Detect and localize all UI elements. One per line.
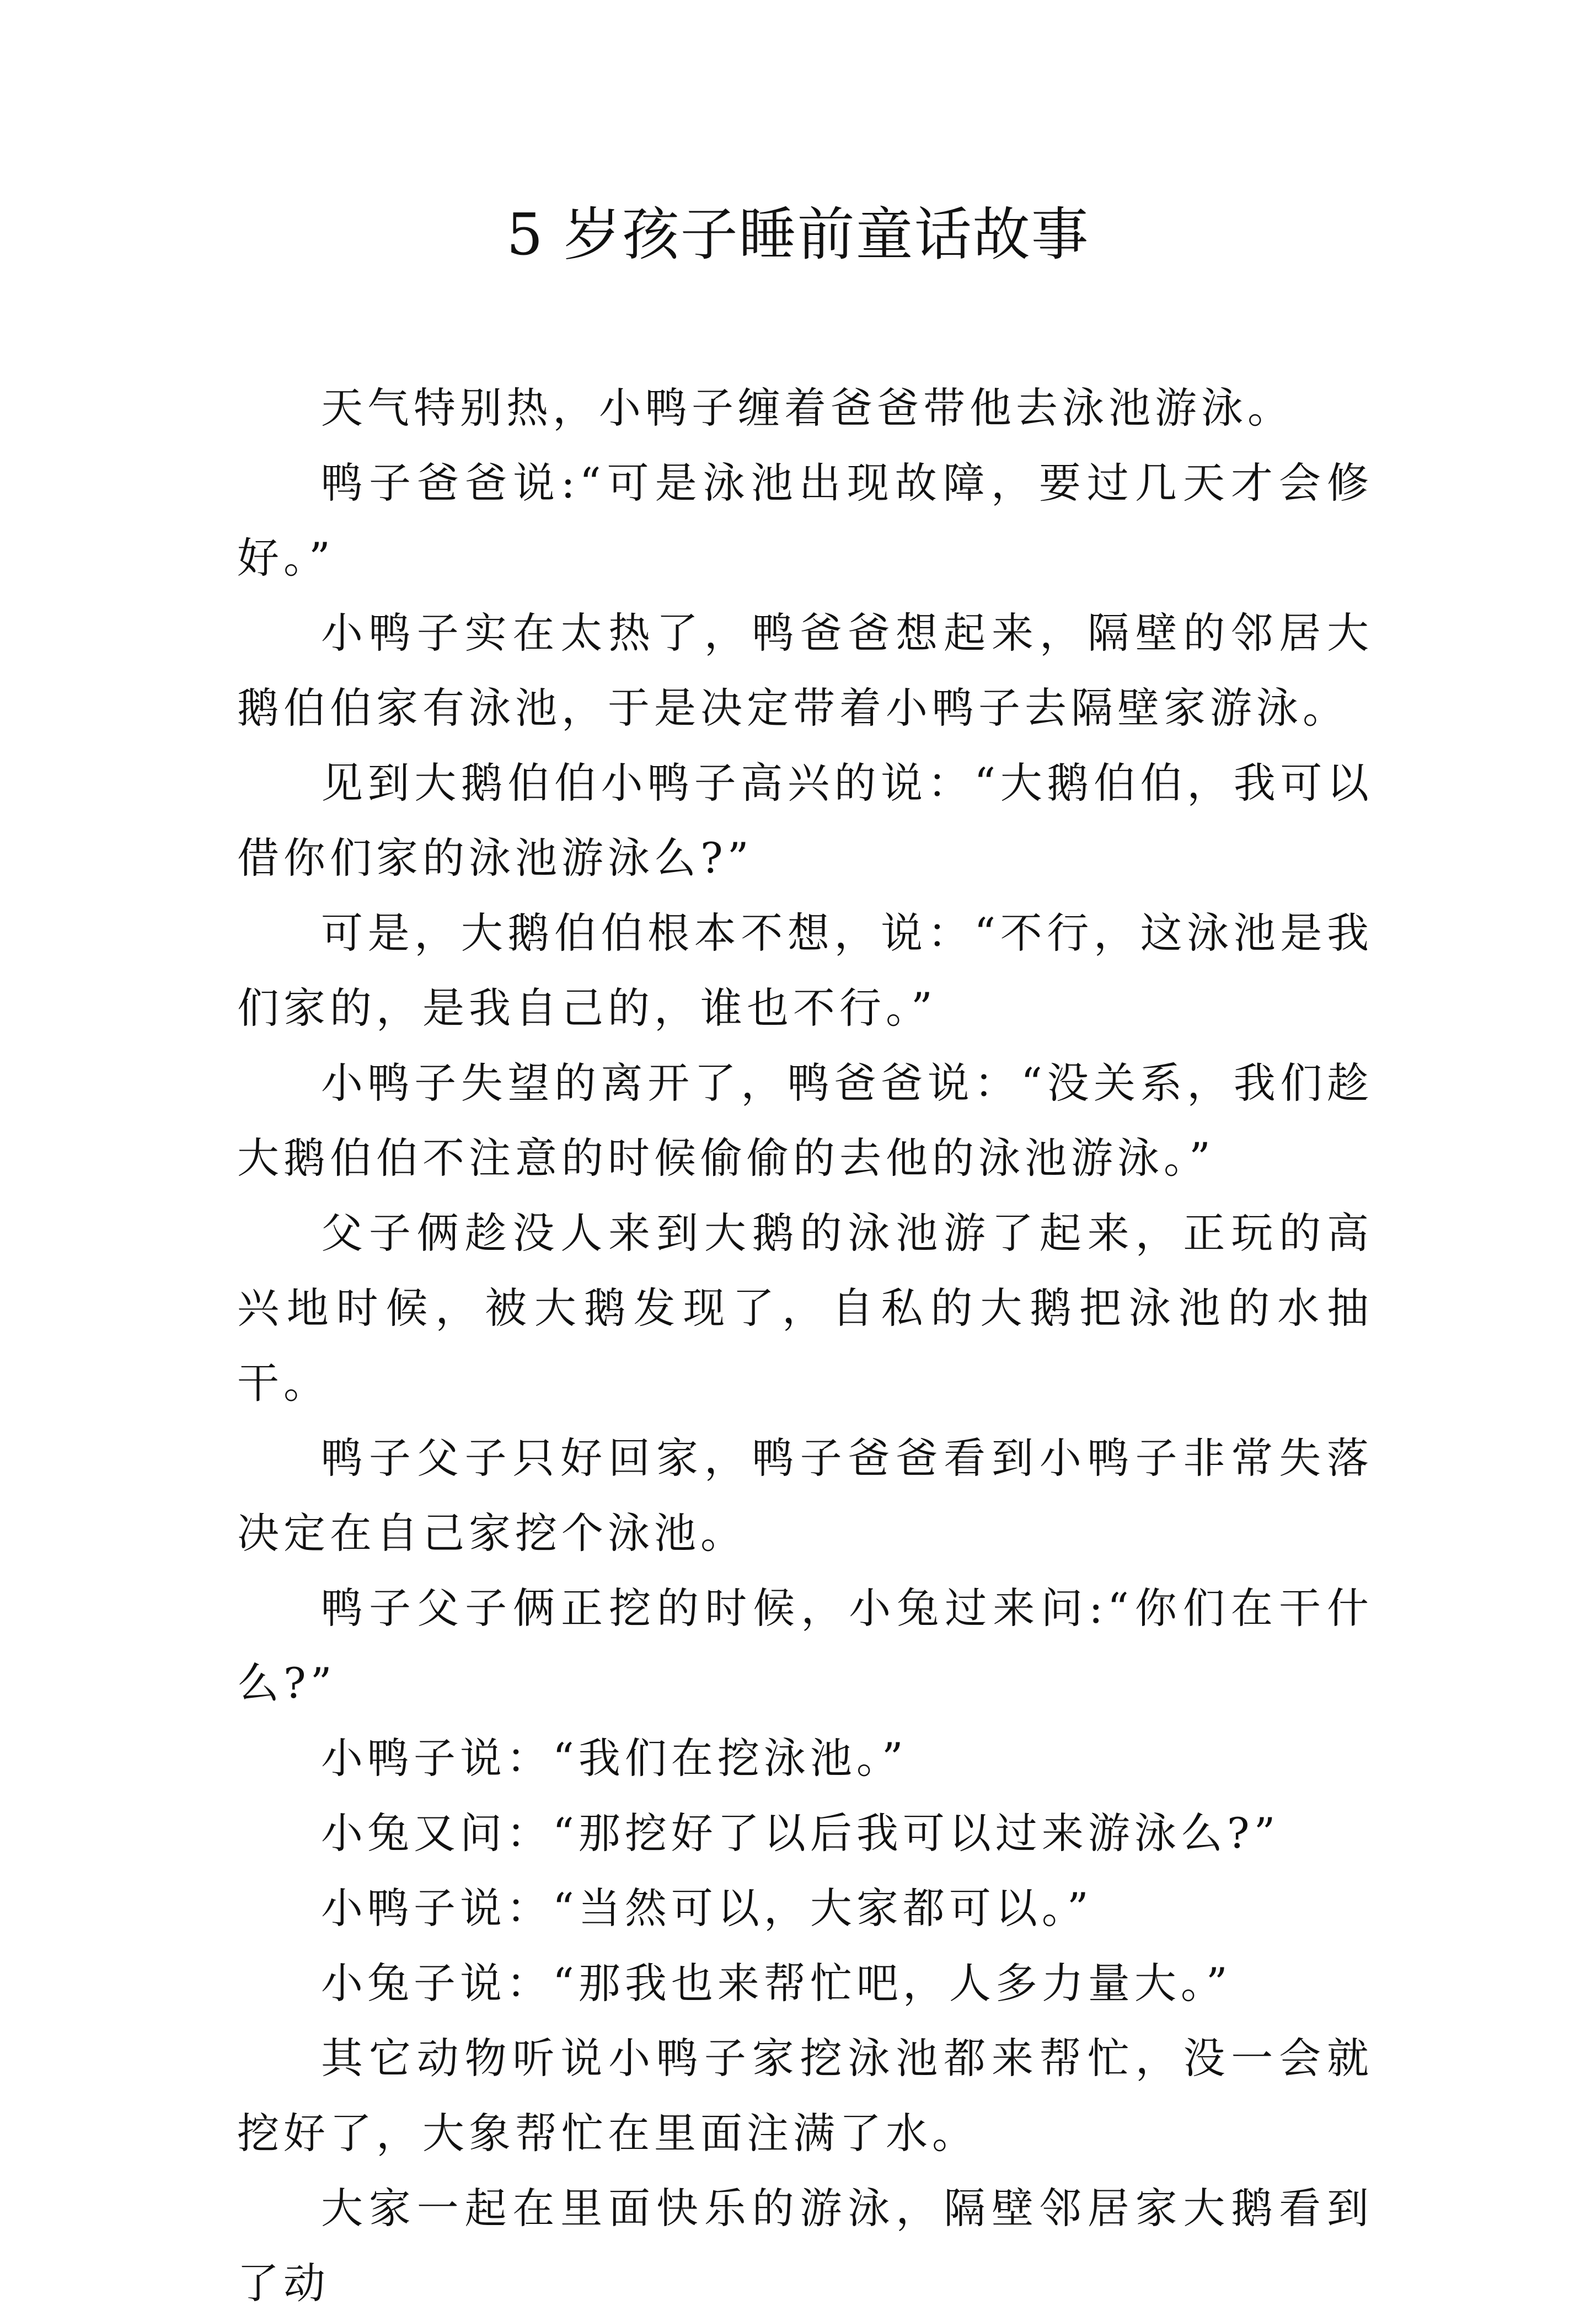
- paragraph: 鸭子父子只好回家，鸭子爸爸看到小鸭子非常失落决定在自己家挖个泳池。: [237, 1434, 1373, 1558]
- paragraph: 父子俩趁没人来到大鹅的泳池游了起来，正玩的高兴地时候，被大鹅发现了，自私的大鹅把泳池的水抽干。: [237, 1208, 1373, 1408]
- paragraph: 见到大鹅伯伯小鸭子高兴的说：“大鹅伯伯，我可以借你们家的泳池游泳么?”: [237, 758, 1373, 883]
- paragraph: 大家一起在里面快乐的游泳，隔壁邻居家大鹅看到了动: [237, 2184, 1373, 2308]
- paragraph: 鸭子爸爸说:“可是泳池出现故障，要过几天才会修好。”: [237, 458, 1373, 582]
- paragraph: 小鸭子实在太热了，鸭爸爸想起来，隔壁的邻居大鹅伯伯家有泳池，于是决定带着小鸭子去隔壁家游泳。: [237, 608, 1373, 732]
- paragraph: 小兔又问：“那挖好了以后我可以过来游泳么?”: [321, 1809, 1280, 1858]
- paragraph: 其它动物听说小鸭子家挖泳池都来帮忙，没一会就挖好了，大象帮忙在里面注满了水。: [237, 2034, 1373, 2158]
- paragraph: 小鸭子说：“我们在挖泳池。”: [321, 1734, 908, 1783]
- paragraph: 小鸭子说：“当然可以，大家都可以。”: [321, 1884, 1093, 1933]
- paragraph: 可是，大鹅伯伯根本不想，说：“不行，这泳池是我们家的，是我自己的，谁也不行。”: [237, 908, 1373, 1033]
- story-body: [237, 371, 1373, 2321]
- document-title: 5 岁孩子睡前童话故事: [506, 201, 1090, 268]
- paragraph: 小兔子说：“那我也来帮忙吧，人多力量大。”: [321, 1959, 1232, 2008]
- paragraph: 天气特别热，小鸭子缠着爸爸带他去泳池游泳。: [321, 383, 1294, 432]
- paragraph: 小鸭子失望的离开了，鸭爸爸说：“没关系，我们趁大鹅伯伯不注意的时候偷偷的去他的泳池游泳。”: [237, 1058, 1373, 1183]
- paragraph: 鸭子父子俩正挖的时候，小兔过来问:“你们在干什么?”: [237, 1584, 1373, 1708]
